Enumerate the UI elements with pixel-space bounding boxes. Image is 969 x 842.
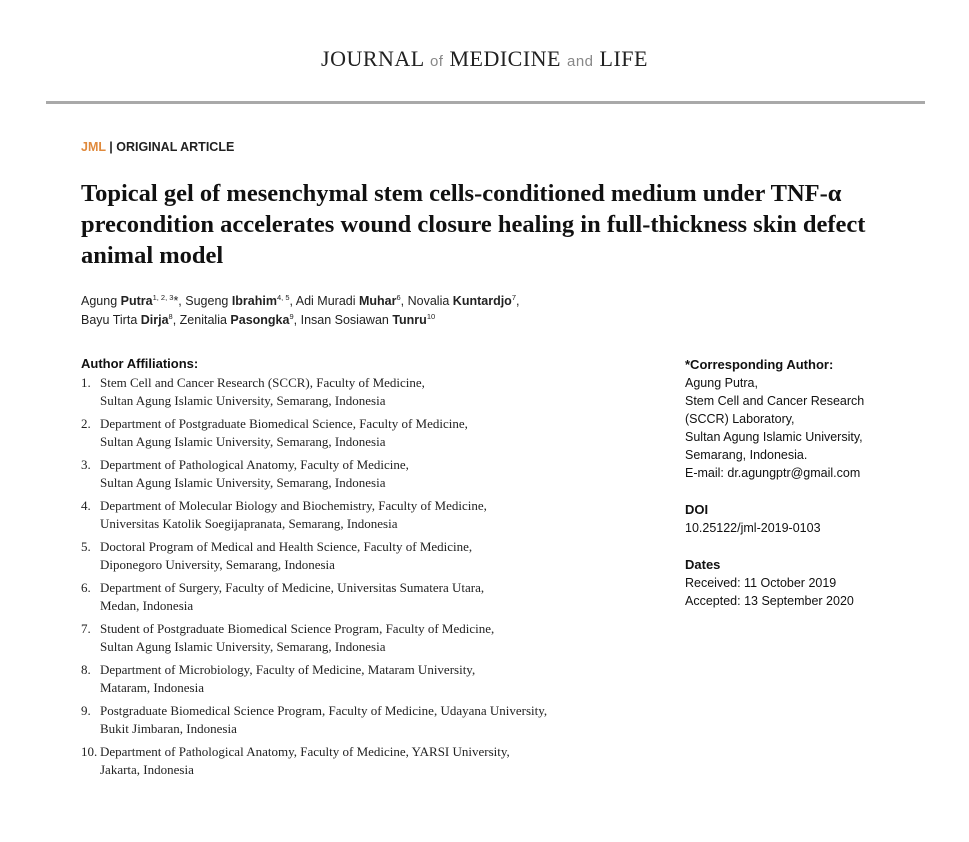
journal-masthead: [0, 46, 969, 72]
masthead-word: MEDICINE: [449, 46, 561, 71]
affiliation-item: 6. Department of Surgery, Faculty of Medicine, Universitas Sumatera Utara, Medan, Indonesia: [81, 580, 485, 613]
corresponding-line: Stem Cell and Cancer Research: [685, 394, 865, 408]
affiliation-item: 3. Department of Pathological Anatomy, Faculty of Medicine, Sultan Agung Islamic University, Semarang, Indonesia: [81, 457, 409, 490]
accepted-date: Accepted: 13 September 2020: [685, 594, 854, 608]
dates-block: [685, 556, 854, 610]
affiliations-heading: Author Affiliations:: [81, 356, 199, 371]
corresponding-line: Agung Putra,: [685, 376, 758, 390]
masthead-word: and: [567, 53, 594, 70]
author: Bayu Tirta Dirja$^8$,: [81, 311, 180, 327]
header-divider: [46, 101, 925, 104]
affiliation-item: 1. Stem Cell and Cancer Research (SCCR), Faculty of Medicine, Sultan Agung Islamic University, Semarang, Indonesia: [81, 375, 425, 408]
author-list: [81, 292, 701, 330]
affiliations-list: [81, 374, 641, 784]
affiliation-item: 10. Department of Pathological Anatomy, Faculty of Medicine, YARSI University, Jakarta, Indonesia: [81, 744, 510, 777]
masthead-word: JOURNAL: [321, 46, 424, 71]
corresponding-email[interactable]: E-mail: dr.agungptr@gmail.com: [685, 466, 861, 480]
masthead-word: of: [429, 53, 444, 70]
affiliation-item: 2. Department of Postgraduate Biomedical Science, Faculty of Medicine, Sultan Agung Islamic University, Semarang, Indonesia: [81, 416, 468, 449]
masthead-word: LIFE: [599, 46, 648, 71]
affiliation-item: 7. Student of Postgraduate Biomedical Science Program, Faculty of Medicine, Sultan Agung Islamic University, Semarang, Indonesia: [81, 621, 495, 654]
author: Sugeng Ibrahim$^{4, 5}$,: [185, 292, 296, 308]
corresponding-line: Sultan Agung Islamic University,: [685, 430, 863, 444]
doi-block: [685, 501, 821, 537]
affiliation-item: 9. Postgraduate Biomedical Science Program, Faculty of Medicine, Udayana University, Bukit Jimbaran, Indonesia: [81, 703, 548, 736]
affiliation-item: 8. Department of Microbiology, Faculty of Medicine, Mataram University, Mataram, Indonesia: [81, 662, 476, 695]
received-date: Received: 11 October 2019: [685, 576, 837, 590]
corresponding-line: Semarang, Indonesia.: [685, 448, 808, 462]
author: Agung Putra$^{1, 2, 3}$*,: [81, 292, 186, 308]
author: Zenitalia Pasongka$^9$,: [179, 311, 301, 327]
doi-heading: DOI: [685, 502, 709, 517]
article-kicker: [81, 140, 234, 154]
dates-heading: Dates: [685, 557, 721, 572]
article-title: Topical gel of mesenchymal stem cells-conditioned medium under TNF-α precondition accelerates wound closure healing in full-thickness skin defect animal model: [81, 180, 866, 269]
corresponding-author: [685, 356, 935, 482]
affiliation-item: 5. Doctoral Program of Medical and Health Science, Faculty of Medicine, Diponegoro University, Semarang, Indonesia: [81, 539, 473, 572]
doi-value[interactable]: 10.25122/jml-2019-0103: [685, 521, 821, 535]
author: Insan Sosiawan Tunru$^{10}$: [300, 311, 436, 327]
corresponding-line: (SCCR) Laboratory,: [685, 412, 795, 426]
corresponding-heading: *Corresponding Author:: [685, 357, 834, 372]
author: Novalia Kuntardjo$^7$,: [407, 292, 520, 308]
affiliation-item: 4. Department of Molecular Biology and Biochemistry, Faculty of Medicine, Universitas Katolik Soegijapranata, Semarang, Indonesia: [81, 498, 487, 531]
article-type: ORIGINAL ARTICLE: [116, 140, 235, 154]
author: Adi Muradi Muhar$^6$,: [295, 292, 408, 308]
journal-abbrev: JML: [81, 140, 106, 154]
kicker-separator: |: [105, 140, 117, 154]
